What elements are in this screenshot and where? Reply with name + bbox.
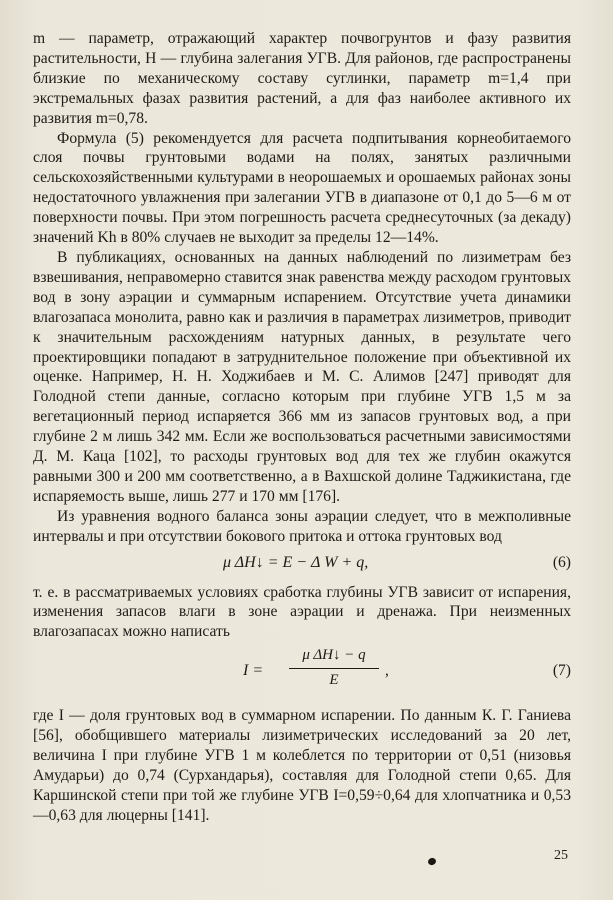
formula-7-fraction xyxy=(289,646,379,691)
ink-spot xyxy=(427,857,437,866)
paragraph-5: т. е. в рассматриваемых условиях сработка глубины УГВ зависит от испарения, изменения запасов влаги в зоне аэрации и дренажа. При неизменных влагозапасах можно написать xyxy=(33,583,571,641)
paragraph-1: m — параметр, отражающий характер почвогрунтов и фазу развития растительности, H — глубина залегания УГВ. Для районов, где распространены близкие по механическому составу суглинки, параметр m=1,4 при экстремальных фазах развития растений, а для фаз наиболее активного их развития m=0,78. xyxy=(33,30,571,127)
formula-7 xyxy=(33,646,571,700)
formula-6-number: (6) xyxy=(552,553,571,571)
formula-7-denominator: E xyxy=(329,672,339,689)
formula-7-numerator: μ ΔH↓ − q xyxy=(289,646,379,669)
page-body xyxy=(33,29,571,826)
formula-6 xyxy=(33,549,571,579)
page-number: 25 xyxy=(554,848,568,863)
formula-7-number: (7) xyxy=(552,662,571,680)
paragraph-6: где I — доля грунтовых вод в суммарном испарении. По данным К. Г. Ганиева [56], обобщившего материалы лизиметрических исследований за 20 лет, величина I при глубине УГВ 1 м колеблется по территории от 0,51 (низовья Амударьи) до 0,74 (Сурхандарья), составляя для Голодной степи 0,65. Для Каршинской степи при той же глубине УГВ I=0,59÷0,64 для хлопчатника и 0,53—0,63 для люцерны [141]. xyxy=(33,707,571,824)
paragraph-3: В публикациях, основанных на данных наблюдений по лизиметрам без взвешивания, неправомерно ставится знак равенства между расходом грунтовых вод в зону аэрации и суммарным испарением. Отсутствие учета динамики влагозапаса монолита, равно как и различия в параметрах лизиметров, приводит к значительным расхождениям натурных данных, в результате чего проектировщики попадают в затруднительное положение при объективной их оценке. Например, Н. Н. Ходжибаев и М. С. Алимов [247] приводят для Голодной степи данные, согласно которым при глубине УГВ 1,5 м за вегетационный период испаряется 366 мм из запасов грунтовых вод, а при глубине 2 м лишь 342 мм. Если же воспользоваться расчетными зависимостями Д. М. Каца [102], то расходы грунтовых вод для тех же глубин окажутся равными 300 и 200 мм соответственно, а в Вахшской долине Таджикистана, где испаряемость выше, лишь 277 и 170 мм [176]. xyxy=(33,248,571,505)
paragraph-4: Из уравнения водного баланса зоны аэрации следует, что в межполивные интервалы и при отсутствии бокового притока и оттока грунтовых вод xyxy=(33,507,571,545)
formula-7-comma: , xyxy=(385,662,389,680)
formula-7-lhs: I = xyxy=(243,662,264,680)
formula-6-expression: μ ΔH↓ = E − Δ W + q, xyxy=(223,553,369,571)
paragraph-2: Формула (5) рекомендуется для расчета подпитывания корнеобитаемого слоя почвы грунтовыми водами на полях, занятых различными сельскохозяйственными культурами в неорошаемых и орошаемых районах зоны недостаточного увлажнения при залегании УГВ в диапазоне от 0,1 до 5—6 м от поверхности почвы. При этом погрешность расчета среднесуточных (за декаду) значений Kh в 80% случаев не выходит за пределы 12—14%. xyxy=(33,129,571,247)
